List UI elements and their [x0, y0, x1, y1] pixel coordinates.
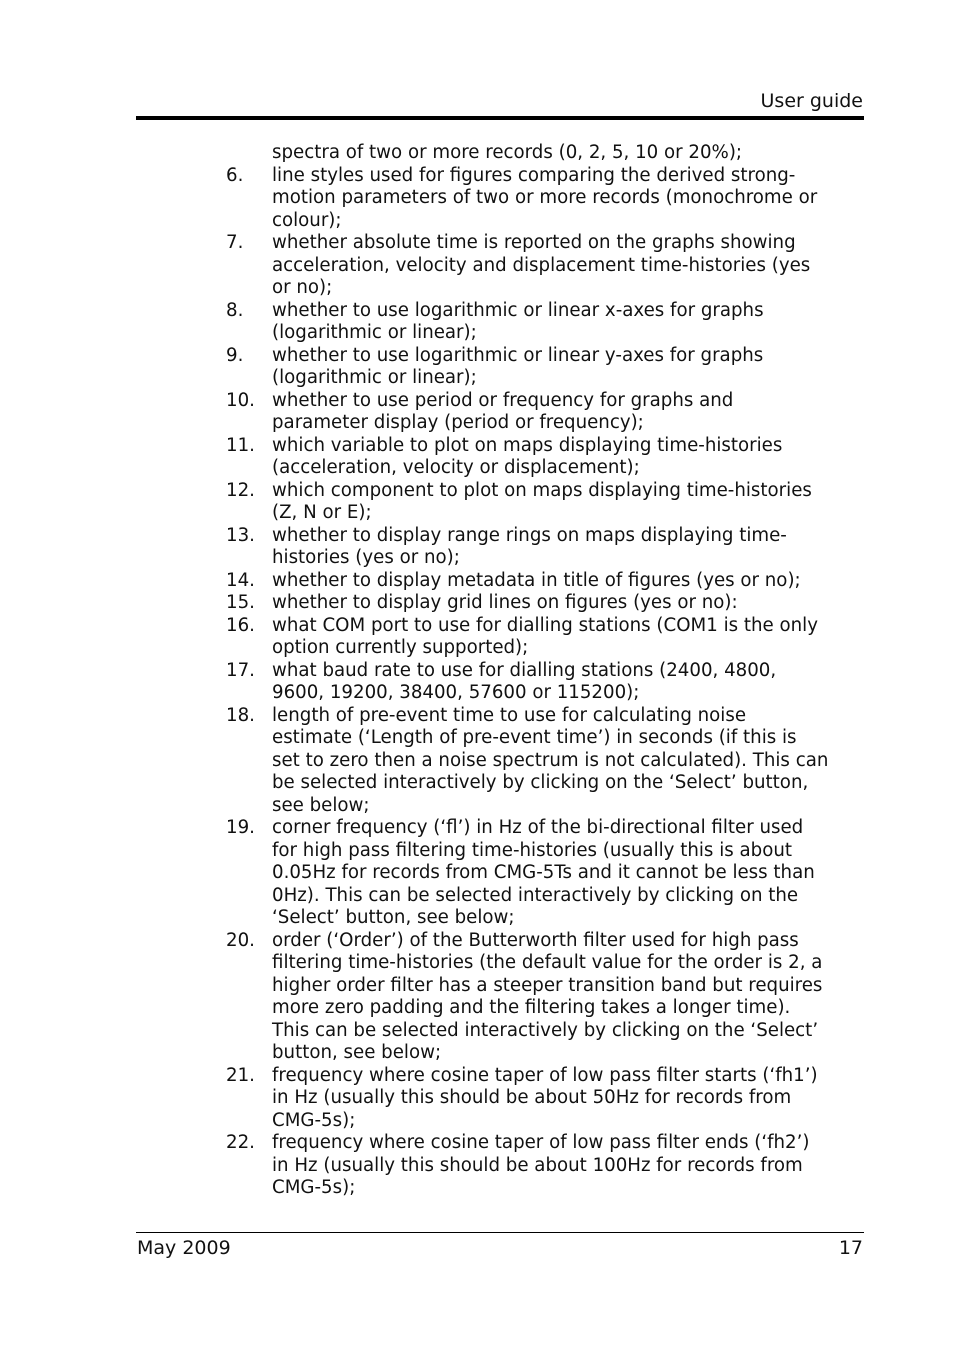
list-item-line: length of pre-event time to use for calculating noise — [272, 704, 747, 726]
header-rule — [136, 116, 864, 120]
numbered-list — [226, 142, 866, 1200]
list-item — [226, 570, 866, 593]
list-item-line: see below; — [272, 794, 370, 816]
running-header-title: User guide — [760, 90, 863, 112]
list-item-line: whether to use logarithmic or linear x-axes for graphs — [272, 299, 764, 321]
list-item — [226, 232, 866, 300]
list-item — [226, 615, 866, 660]
list-item-text — [272, 232, 866, 300]
list-item-text — [272, 615, 866, 660]
list-item-line: acceleration, velocity and displacement time-histories (yes — [272, 254, 811, 276]
list-item-line: whether to use period or frequency for graphs and — [272, 389, 734, 411]
list-item — [226, 930, 866, 1065]
list-item-text — [272, 930, 866, 1065]
list-item-line: CMG-5s); — [272, 1109, 356, 1131]
list-item-number: 9. — [226, 344, 244, 366]
list-item-line: (logarithmic or linear); — [272, 322, 477, 343]
list-item-line: line styles used for figures comparing the derived strong- — [272, 164, 796, 186]
list-item-line: whether to use logarithmic or linear y-axes for graphs — [272, 344, 764, 366]
list-item-line: which variable to plot on maps displaying time-histories — [272, 434, 783, 456]
list-item-line: for high pass filtering time-histories (usually this is about — [272, 839, 792, 861]
list-item-line: frequency where cosine taper of low pass filter ends (‘fh2’) — [272, 1132, 810, 1153]
list-item-number: 21. — [226, 1064, 255, 1086]
list-item-number: 19. — [226, 817, 255, 838]
list-item-text — [272, 660, 866, 705]
list-item-text — [272, 570, 866, 593]
list-item-number: 20. — [226, 929, 255, 951]
list-item-line: order (‘Order’) of the Butterworth filter used for high pass — [272, 929, 799, 951]
list-item-number: 16. — [226, 614, 255, 636]
footer-rule — [136, 1232, 864, 1233]
list-item-line: histories (yes or no); — [272, 547, 460, 568]
list-item-number: 7. — [226, 232, 244, 253]
list-item-line: 9600, 19200, 38400, 57600 or 115200); — [272, 682, 640, 703]
list-item-line: whether to display metadata in title of figures (yes or no); — [272, 569, 801, 591]
list-item-number: 12. — [226, 479, 255, 501]
list-item-text — [272, 480, 866, 525]
list-item-line: set to zero then a noise spectrum is not calculated). This can — [272, 749, 829, 771]
list-item — [226, 390, 866, 435]
list-item-line: (Z, N or E); — [272, 502, 372, 523]
list-item — [226, 705, 866, 818]
list-item-number: 17. — [226, 659, 255, 681]
list-item-text — [272, 525, 866, 570]
list-item-line: parameter display (period or frequency); — [272, 412, 644, 433]
list-item-number: 15. — [226, 592, 255, 613]
list-item-number: 11. — [226, 434, 255, 456]
list-item-line: (acceleration, velocity or displacement); — [272, 457, 640, 478]
list-item-number: 22. — [226, 1132, 255, 1153]
list-item — [226, 1132, 866, 1200]
list-continuation-text: spectra of two or more records (0, 2, 5, 10 or 20%); — [272, 142, 743, 163]
list-item-text — [272, 1132, 866, 1200]
list-item-line: 0.05Hz for records from CMG-5Ts and it cannot be less than — [272, 862, 815, 883]
list-items — [226, 165, 866, 1200]
list-item-text — [272, 345, 866, 390]
list-item-line: filtering time-histories (the default value for the order is 2, a — [272, 952, 823, 973]
list-item-text — [272, 592, 866, 615]
list-item — [226, 1065, 866, 1133]
list-item-text — [272, 165, 866, 233]
list-item-number: 10. — [226, 389, 255, 411]
list-item — [226, 817, 866, 930]
list-item-line: which component to plot on maps displaying time-histories — [272, 479, 812, 501]
list-item-line: corner frequency (‘fl’) in Hz of the bi-directional filter used — [272, 817, 804, 838]
list-item-number: 14. — [226, 569, 255, 591]
list-item-text — [272, 390, 866, 435]
list-item-line: in Hz (usually this should be about 100Hz for records from — [272, 1154, 803, 1176]
list-item — [226, 165, 866, 233]
list-item-line: what COM port to use for dialling stations (COM1 is the only — [272, 614, 818, 636]
list-item-number: 13. — [226, 524, 255, 546]
list-item-number: 8. — [226, 299, 244, 321]
list-item-line: This can be selected interactively by clicking on the ‘Select’ — [272, 1019, 819, 1041]
list-item-text — [272, 1065, 866, 1133]
list-item-line: be selected interactively by clicking on the ‘Select’ button, — [272, 772, 809, 793]
list-item-line: CMG-5s); — [272, 1177, 356, 1198]
list-item — [226, 300, 866, 345]
list-item-line: in Hz (usually this should be about 50Hz for records from — [272, 1087, 792, 1108]
list-item-line: option currently supported); — [272, 637, 529, 658]
list-item-line: whether to display range rings on maps displaying time- — [272, 524, 787, 546]
list-item-line: estimate (‘Length of pre-event time’) in seconds (if this is — [272, 727, 797, 748]
list-item-line: what baud rate to use for dialling stations (2400, 4800, — [272, 659, 777, 681]
list-item-line: whether to display grid lines on figures (yes or no): — [272, 592, 738, 613]
footer-date: May 2009 — [137, 1237, 231, 1259]
page-number: 17 — [838, 1237, 863, 1259]
list-item-line: whether absolute time is reported on the graphs showing — [272, 232, 796, 253]
list-item-line: higher order filter has a steeper transition band but requires — [272, 974, 823, 996]
list-item — [226, 480, 866, 525]
list-item — [226, 525, 866, 570]
list-item-text — [272, 705, 866, 818]
list-item-text — [272, 817, 866, 930]
list-item-line: colour); — [272, 209, 342, 231]
list-item-line: motion parameters of two or more records (monochrome or — [272, 187, 818, 208]
list-item — [226, 435, 866, 480]
list-item-line: frequency where cosine taper of low pass filter starts (‘fh1’) — [272, 1064, 818, 1086]
list-item-line: more zero padding and the filtering takes a longer time). — [272, 997, 791, 1018]
list-item-line: ‘Select’ button, see below; — [272, 907, 515, 928]
list-item-number: 6. — [226, 164, 244, 186]
list-item-line: or no); — [272, 277, 333, 298]
list-item — [226, 345, 866, 390]
list-item — [226, 660, 866, 705]
list-item-number: 18. — [226, 704, 255, 726]
list-item-line: button, see below; — [272, 1042, 442, 1063]
list-item-text — [272, 300, 866, 345]
list-item-line: (logarithmic or linear); — [272, 367, 477, 388]
list-item — [226, 592, 866, 615]
list-item-text — [272, 435, 866, 480]
list-item-line: 0Hz). This can be selected interactively by clicking on the — [272, 884, 799, 906]
